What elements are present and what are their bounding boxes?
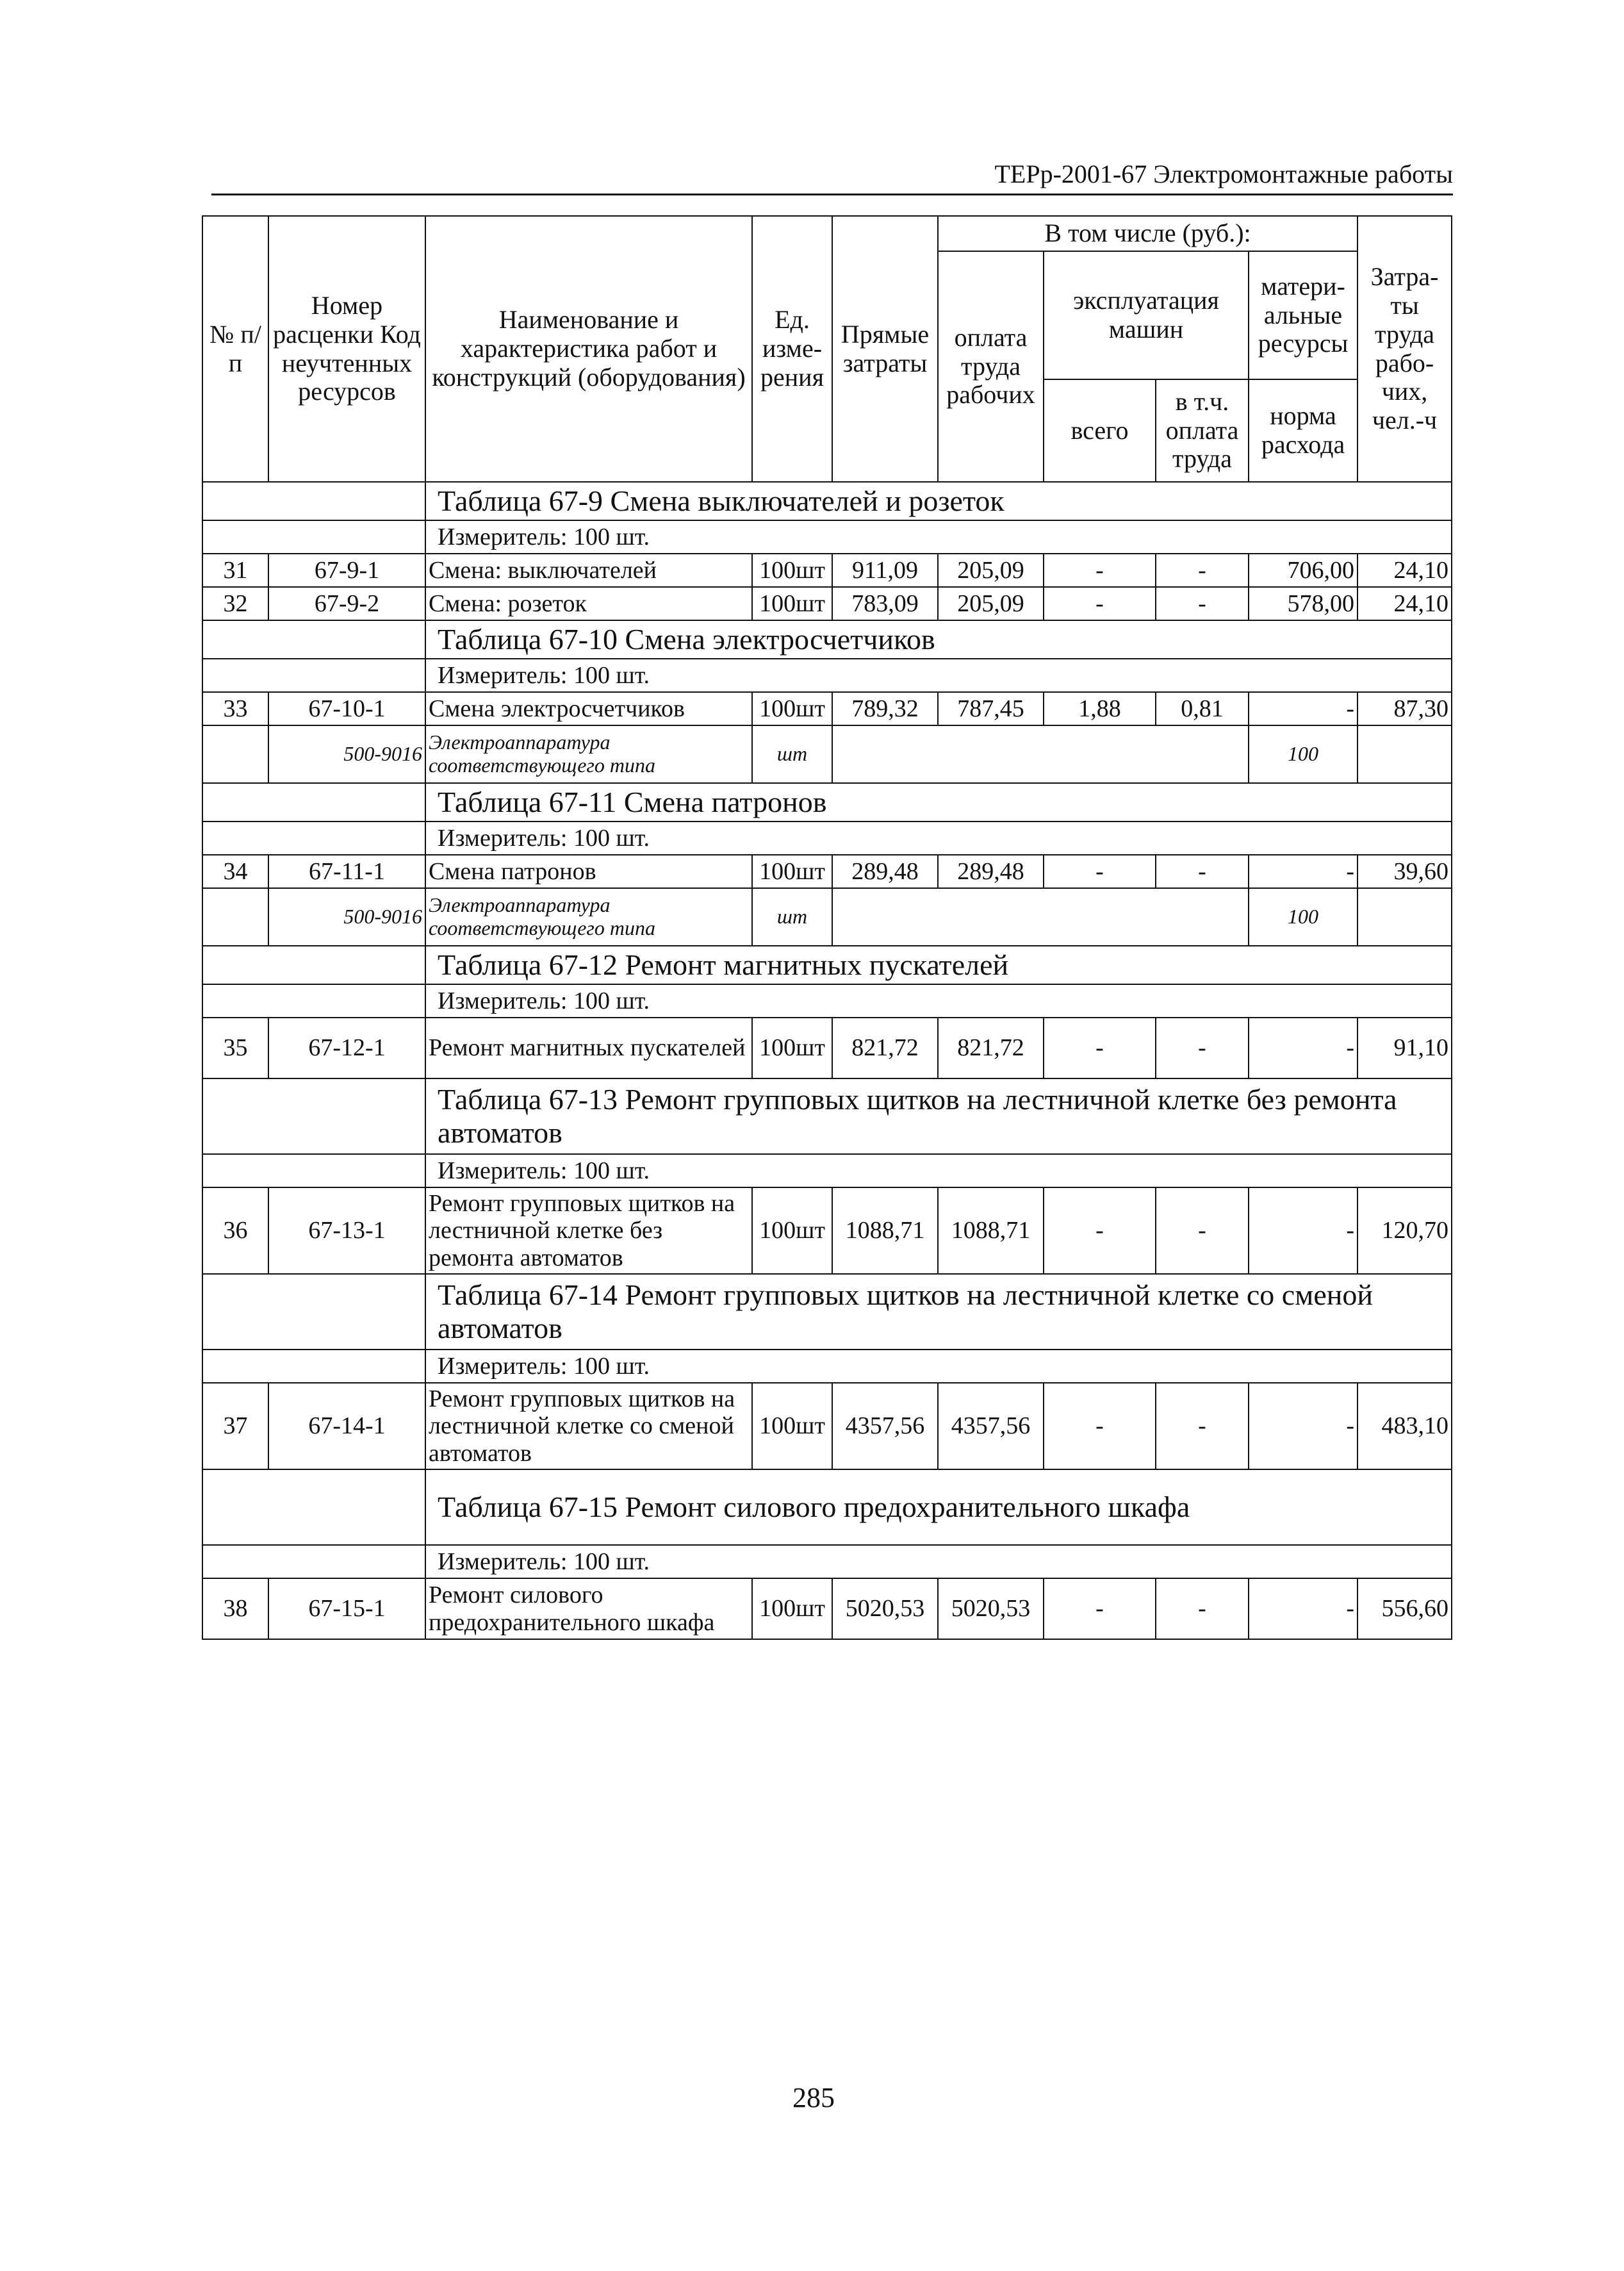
section-meter-row [202,1545,1452,1578]
row-code: 67-10-1 [268,692,425,725]
section-title: Таблица 67-13 Ремонт групповых щитков на лестничной клетке без ремонта автоматов [425,1078,1452,1154]
row-name: Смена: выключателей [425,554,752,587]
row-machines-labor: - [1156,1383,1249,1469]
section-title-row [202,1078,1452,1154]
row-num: 33 [202,692,268,725]
section-title-row [202,482,1452,520]
section-meter: Измеритель: 100 шт. [425,520,1452,554]
section-meter-row [202,1154,1452,1187]
row-hours: 556,60 [1357,1578,1452,1639]
col-header-direct: Прямые затраты [832,216,938,482]
section-meter-row [202,984,1452,1018]
section-title-row [202,1469,1452,1545]
row-unit: 100шт [752,1187,832,1274]
table-row [202,554,1452,587]
resource-name: Электроаппаратура соответствующего типа [425,888,752,946]
resource-code: 500-9016 [268,725,425,783]
col-header-machines-total: всего [1044,379,1156,482]
row-direct: 821,72 [832,1018,938,1078]
section-meter-spacer [202,520,425,554]
col-header-incl: В том числе (руб.): [938,216,1357,251]
resource-unit: шт [752,888,832,946]
row-unit: 100шт [752,554,832,587]
row-unit: 100шт [752,587,832,620]
row-hours: 24,10 [1357,587,1452,620]
col-header-materials-norm: норма расхода [1249,379,1357,482]
resource-empty [832,725,1249,783]
row-materials: - [1249,692,1357,725]
resource-unit: шт [752,725,832,783]
section-title-spacer [202,1469,425,1545]
row-num: 35 [202,1018,268,1078]
table-row [202,1187,1452,1274]
row-direct: 1088,71 [832,1187,938,1274]
row-direct: 789,32 [832,692,938,725]
row-name: Ремонт силового предохранительного шкафа [425,1578,752,1639]
section-meter-spacer [202,1350,425,1383]
row-machines-labor: 0,81 [1156,692,1249,725]
row-num: 32 [202,587,268,620]
section-meter-row [202,520,1452,554]
section-title: Таблица 67-9 Смена выключателей и розеток [425,482,1452,520]
row-materials: - [1249,1578,1357,1639]
row-machines: - [1044,855,1156,888]
row-materials: 578,00 [1249,587,1357,620]
row-direct: 5020,53 [832,1578,938,1639]
section-meter-row [202,1350,1452,1383]
row-num: 38 [202,1578,268,1639]
row-machines: 1,88 [1044,692,1156,725]
row-unit: 100шт [752,1383,832,1469]
section-meter: Измеритель: 100 шт. [425,822,1452,855]
row-materials: 706,00 [1249,554,1357,587]
resource-num-empty [202,888,268,946]
row-num: 36 [202,1187,268,1274]
section-title-spacer [202,1078,425,1154]
row-machines-labor: - [1156,1187,1249,1274]
table-header [202,216,1452,482]
section-meter-spacer [202,822,425,855]
section-meter-row [202,822,1452,855]
row-machines: - [1044,587,1156,620]
table-row [202,1578,1452,1639]
section-title: Таблица 67-11 Смена патронов [425,783,1452,822]
resource-norm: 100 [1249,725,1357,783]
section-title-spacer [202,620,425,659]
row-machines: - [1044,1187,1156,1274]
resource-norm: 100 [1249,888,1357,946]
section-title-row [202,1274,1452,1350]
row-code: 67-14-1 [268,1383,425,1469]
row-code: 67-9-2 [268,587,425,620]
section-title: Таблица 67-14 Ремонт групповых щитков на лестничной клетке со сменой автоматов [425,1274,1452,1350]
resource-code: 500-9016 [268,888,425,946]
row-name: Ремонт групповых щитков на лестничной клетке без ремонта автоматов [425,1187,752,1274]
row-num: 31 [202,554,268,587]
row-hours: 39,60 [1357,855,1452,888]
section-meter: Измеритель: 100 шт. [425,659,1452,692]
document-header-title: ТЕРр-2001-67 Электромонтажные работы [994,160,1453,188]
table-row [202,855,1452,888]
col-header-labor: оплата труда рабочих [938,251,1044,482]
section-title-row [202,946,1452,984]
table-row [202,1383,1452,1469]
row-materials: - [1249,855,1357,888]
row-machines-labor: - [1156,1578,1249,1639]
section-title: Таблица 67-12 Ремонт магнитных пускателей [425,946,1452,984]
row-name: Смена электросчетчиков [425,692,752,725]
row-materials: - [1249,1018,1357,1078]
row-labor: 821,72 [938,1018,1044,1078]
row-labor: 205,09 [938,554,1044,587]
row-code: 67-13-1 [268,1187,425,1274]
section-title-row [202,620,1452,659]
row-machines-labor: - [1156,587,1249,620]
row-code: 67-9-1 [268,554,425,587]
col-header-hours: Затра- ты труда рабо- чих, чел.-ч [1357,216,1452,482]
row-machines-labor: - [1156,855,1249,888]
resource-name: Электроаппаратура соответствующего типа [425,725,752,783]
row-machines: - [1044,554,1156,587]
row-direct: 289,48 [832,855,938,888]
resource-empty [832,888,1249,946]
section-title: Таблица 67-10 Смена электросчетчиков [425,620,1452,659]
row-machines-labor: - [1156,1018,1249,1078]
row-hours: 120,70 [1357,1187,1452,1274]
price-table [202,215,1452,1640]
section-meter: Измеритель: 100 шт. [425,1545,1452,1578]
col-header-machines-labor: в т.ч. оплата труда [1156,379,1249,482]
row-unit: 100шт [752,1578,832,1639]
row-unit: 100шт [752,692,832,725]
row-machines: - [1044,1578,1156,1639]
row-hours: 24,10 [1357,554,1452,587]
col-header-name: Наименование и характеристика работ и конструкций (оборудования) [425,216,752,482]
row-num: 34 [202,855,268,888]
section-title-spacer [202,482,425,520]
section-meter: Измеритель: 100 шт. [425,1154,1452,1187]
row-materials: - [1249,1383,1357,1469]
resource-hours-empty [1357,888,1452,946]
row-name: Ремонт групповых щитков на лестничной клетке со сменой автоматов [425,1383,752,1469]
row-labor: 787,45 [938,692,1044,725]
table-body [202,482,1452,1639]
col-header-materials: матери- альные ресурсы [1249,251,1357,379]
row-labor: 289,48 [938,855,1044,888]
col-header-num: № п/п [202,216,268,482]
row-labor: 4357,56 [938,1383,1044,1469]
section-meter-spacer [202,984,425,1018]
section-meter-spacer [202,1154,425,1187]
section-title-row [202,783,1452,822]
section-title-spacer [202,1274,425,1350]
row-hours: 87,30 [1357,692,1452,725]
col-header-code: Номер расценки Код неучтенных ресурсов [268,216,425,482]
resource-num-empty [202,725,268,783]
row-hours: 91,10 [1357,1018,1452,1078]
col-header-unit: Ед. изме- рения [752,216,832,482]
page-number: 285 [792,2082,835,2113]
section-meter-row [202,659,1452,692]
row-code: 67-11-1 [268,855,425,888]
table-row [202,587,1452,620]
row-name: Смена: розеток [425,587,752,620]
table-row [202,1018,1452,1078]
section-meter: Измеритель: 100 шт. [425,1350,1452,1383]
row-hours: 483,10 [1357,1383,1452,1469]
section-meter-spacer [202,659,425,692]
table-row [202,692,1452,725]
section-meter-spacer [202,1545,425,1578]
row-code: 67-15-1 [268,1578,425,1639]
section-title-spacer [202,946,425,984]
resource-row [202,888,1452,946]
col-header-machines: эксплуатация машин [1044,251,1249,379]
row-labor: 1088,71 [938,1187,1044,1274]
row-code: 67-12-1 [268,1018,425,1078]
row-unit: 100шт [752,1018,832,1078]
row-name: Ремонт магнитных пускателей [425,1018,752,1078]
row-num: 37 [202,1383,268,1469]
row-machines: - [1044,1383,1156,1469]
section-title: Таблица 67-15 Ремонт силового предохранительного шкафа [425,1469,1452,1545]
resource-row [202,725,1452,783]
row-unit: 100шт [752,855,832,888]
row-direct: 911,09 [832,554,938,587]
resource-hours-empty [1357,725,1452,783]
row-name: Смена патронов [425,855,752,888]
row-machines-labor: - [1156,554,1249,587]
row-materials: - [1249,1187,1357,1274]
header-rule [211,194,1453,195]
row-direct: 783,09 [832,587,938,620]
section-meter: Измеритель: 100 шт. [425,984,1452,1018]
row-labor: 5020,53 [938,1578,1044,1639]
row-direct: 4357,56 [832,1383,938,1469]
section-title-spacer [202,783,425,822]
row-machines: - [1044,1018,1156,1078]
row-labor: 205,09 [938,587,1044,620]
